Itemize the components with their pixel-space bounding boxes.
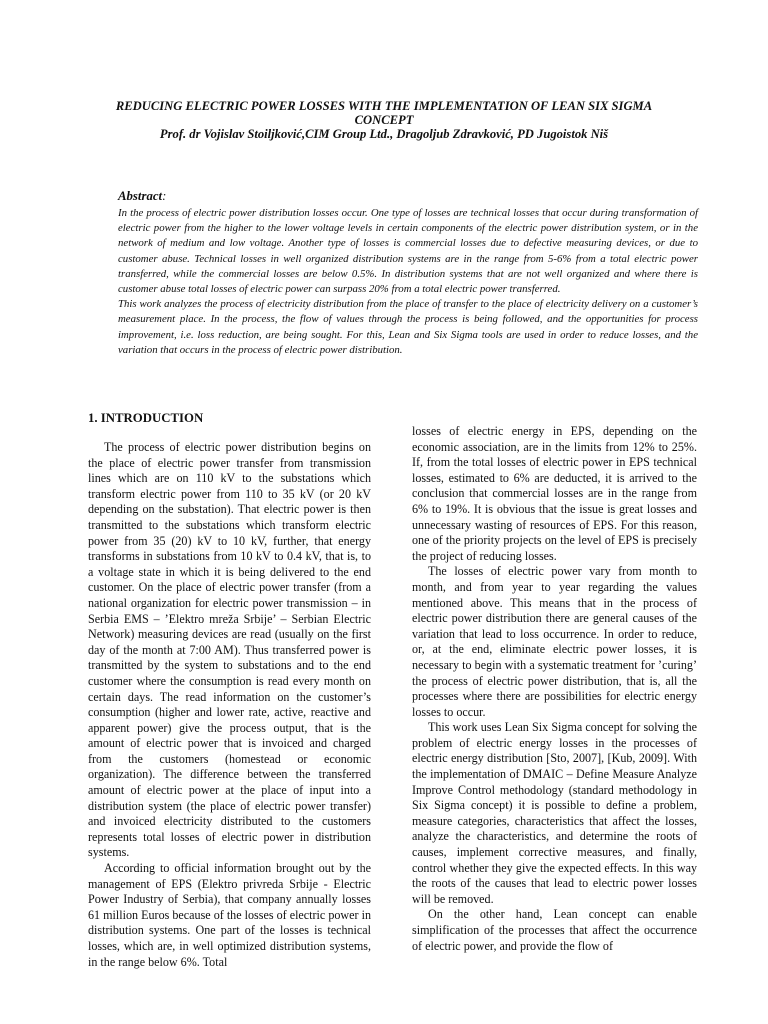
body-paragraph: The process of electric power distribution begins on the place of electric power transfer from transmission lines which are on 110 kV to the substations which transform electric power from 110 to 35 kV (or 20 kV depending on the substation). That electric power is then transmitted to the substations which transform electric power from 35 (20) kV to 10 kV, further, that energy transforms in substations from 10 kV to 0.4 kV, that is, to a voltage state in which it is being delivered to the end customer. On the place of electric power transfer (from a national organization for electric power transmission – in Serbia EMS – ’Elektro mreža Srbije’ – Serbian Electric Network) measuring devices are read (usually on the first day of the month at 7:00 AM). Thus transferred power is transmitted by the system to substations and to the end customer where the consumption is read every month on certain days. The read information on the customer’s consumption (higher and lower rate, active, reactive and apparent power) give the process output, that is the amount of electric power that is invoiced and charged from the customers (homestead or economic organization). The difference between the transferred amount of electric power at the place of input into a distribution system (the place of electric power transfer) and invoiced electricity distributed to the customers represents total losses of electric power in distribution systems. (88, 440, 371, 860)
paper-title-line-1: REDUCING ELECTRIC POWER LOSSES WITH THE IMPLEMENTATION OF LEAN SIX SIGMA (115, 99, 653, 113)
abstract-heading (118, 188, 698, 204)
section-heading-introduction: 1. INTRODUCTION (88, 411, 204, 425)
abstract-section (118, 188, 698, 358)
body-paragraph: This work uses Lean Six Sigma concept for solving the problem of electric energy losses in the processes of electric energy distribution [Sto, 2007], [Kub, 2009]. With the implementation of DMAIC – Define Measure Analyze Improve Control methodology (standard methodology in Six Sigma concept) it is possible to define a problem, measure categories, characteristics that affect the losses, analyze the characteristics, and determine the roots of causes, implement corrective measures, and finally, control whether they give the expected effects. In this way the roots of the causes that lead to electric power losses will be removed. (412, 720, 697, 906)
abstract-heading-colon: : (162, 189, 167, 203)
paper-title-line-2: CONCEPT (354, 113, 414, 127)
paper-authors: Prof. dr Vojislav Stoiljković,CIM Group Ltd., Dragoljub Zdravković, PD Jugoistok Niš (159, 127, 609, 141)
abstract-body (118, 206, 698, 358)
paper-header (90, 99, 678, 141)
right-column (412, 424, 697, 954)
body-paragraph: losses of electric energy in EPS, depending on the economic association, are in the limits from 12% to 25%. If, from the total losses of electric power in EPS technical losses, estimated to 6% are deducted, it is arrived to the conclusion that commercial losses are in the range from 6% to 19%. It is obvious that the issue is great losses and unnecessary wasting of resources of EPS. For this reason, one of the priority projects on the level of EPS is precisely the project of reducing losses. (412, 424, 697, 563)
abstract-heading-label: Abstract (118, 189, 163, 203)
abstract-paragraph-1: In the process of electric power distribution losses occur. One type of losses are technical losses that occur during transformation of electric power from the higher to the lower voltage levels in certain components of the electric power distribution system, or in the network of medium and low voltage. Another type of losses is commercial losses due to defective measuring devices, or due to customer abuse. Technical losses in well organized distribution systems are in the range from 5-6% from a total electric power transferred, while the commercial losses are below 0.5%. In distribution systems that are not well organized and where there is customer abuse total losses of electric power can surpass 20% from a total electric power transferred. (118, 207, 698, 296)
left-column (88, 440, 371, 970)
abstract-paragraph-2: This work analyzes the process of electricity distribution from the place of transfer to the place of electricity delivery on a customer’s measurement place. In the process, the flow of values through the process is being followed, and the opportunities for process improvement, i.e. loss reduction, are being sought. For this, Lean and Six Sigma tools are used in order to reduce losses, and the variation that occurs in the process of electric power distribution. (118, 298, 698, 356)
body-paragraph: On the other hand, Lean concept can enable simplification of the processes that affect the occurrence of electric power, and provide the flow of (412, 907, 697, 953)
body-paragraph: According to official information brought out by the management of EPS (Elektro privreda Srbije - Electric Power Industry of Serbia), that company annually losses 61 million Euros because of the losses of electric power in distribution systems. One part of the losses is technical losses, which are, in well optimized distribution systems, in the range below 6%. Total (88, 861, 371, 969)
body-paragraph: The losses of electric power vary from month to month, and from year to year regarding the values mentioned above. This means that in the process of electric power distribution there are general causes of the variation that lead to loss occurrence. In order to reduce, or, at the end, eliminate electric power losses, it is necessary to begin with a systematic treatment for ’curing’ the process of electric power distribution, that is, all the processes where there are possibilities for electric energy losses to occur. (412, 564, 697, 719)
